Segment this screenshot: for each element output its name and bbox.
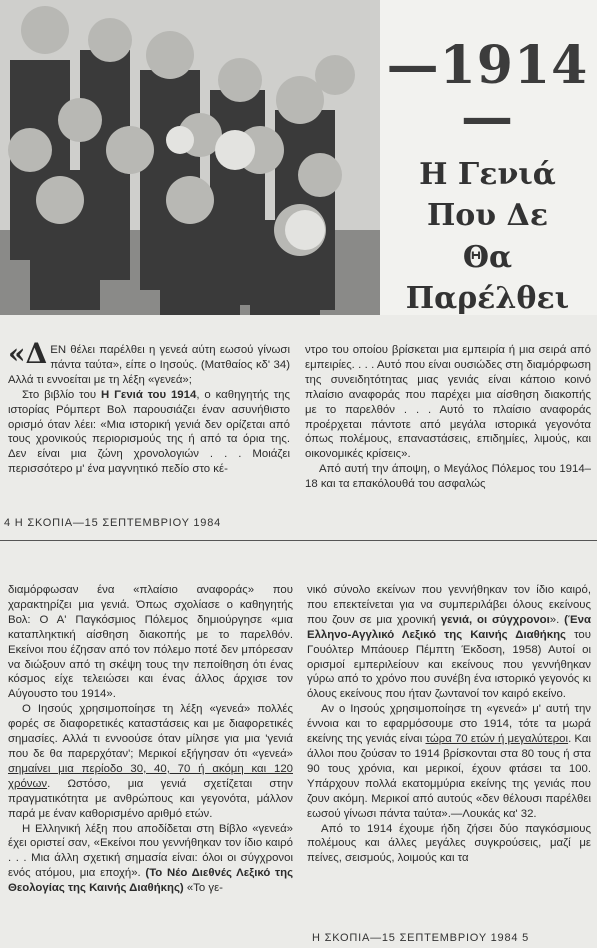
- headline-year: —1914—: [386, 35, 589, 148]
- paragraph-definition: νικό σύνολο εκείνων που γεννήθηκαν τον ίδιο καιρό, που επεκτείνεται για να συμπεριλάβει όλους εκείνους που ζουν σε μια χρονική γενιά, οι σύγχρονοι». (Ένα Ελληνο-Αγγλικό Λεξικό της Καινής Διαθήκης του Γουόλτερ Μπάουερ Πέμπτη Έκδοση, 1958) Αυτοί οι ορισμοί εμπεριλείουν και εκείνους που γεννήθηκαν γύρω από το χρόνο που συνέβη ένα ιστορικό γεγονός κι όλους εκείνους που ήταν ζωντανοί τον καιρό εκείνο.: [307, 584, 591, 701]
- paragraph-continuation: ντρο του οποίου βρίσκεται μια εμπειρία ή μια σειρά από εμπειρίες. . . . Αυτό που είναι ουσιώδες στη διαμόρφωση της συνειδητότητας μιας γενιάς είναι κάποιο κοινό πλαίσιο αναφοράς που παρέχει μια αίσθηση διακοπής με το παρελθόν . . . Αυτό το πλαίσιο αναφοράς προέρχεται πάντοτε από μεγάλα ιστορικά γεγονότα όπως πολέμους, επαναστάσεις, επιδημίες, λιμούς, και οικονομικές κρίσεις».: [305, 344, 591, 461]
- headline-line-4: Παρέλθει: [405, 281, 570, 315]
- headline-line-3: Θα: [462, 239, 513, 275]
- crowd-photo: [0, 0, 380, 315]
- page-divider: [0, 540, 597, 541]
- paragraph-intro: «Δ ΕΝ θέλει παρέλθει η γενεά αύτη εωσού γίνωσι πάντα ταύτα», είπε ο Ιησούς. (Ματθαίος κδ' 34) Αλλά τι εννοείται με τη λέξη «γενεά»;: [8, 337, 290, 386]
- paragraph-book: Στο βιβλίο του Η Γενιά του 1914, ο καθηγητής της ιστορίας Ρόμπερτ Βολ παρουσιάζει έναν ασυνήθιστο ορισμό όταν λέει: «Μια ιστορική γενιά δεν ορίζεται από τους χρονικούς περιορισμούς της ή από τα όρια της. Δεν είναι μια ζώνη χρονολογιών . . . Μοιάζει περισσότερο μ' ένα μαγνητικό πεδίο στο κέ-: [8, 388, 291, 476]
- page-footer-right: Η ΣΚΟΠΙΑ—15 ΣΕΠΤΕΜΒΡΙΟΥ 1984 5: [312, 932, 530, 944]
- headline-title: [378, 154, 597, 315]
- article-column-top-right: [305, 343, 591, 492]
- article-column-bottom-left: [8, 583, 293, 896]
- drop-cap: «Δ: [8, 337, 48, 370]
- article-column-bottom-right: [307, 583, 591, 866]
- paragraph-wars: Από το 1914 έχουμε ήδη ζήσει δύο παγκόσμιους πολέμους και άλλες μεγάλες συγκρούσεις, μαζί με πείνες, σεισμούς, λοιμούς και τα: [307, 822, 591, 865]
- headline-line-1: Η Γενιά: [419, 157, 556, 192]
- paragraph-1914-generation: Αν ο Ιησούς χρησιμοποίησε τη «γενεά» μ' αυτή την έννοια και το εφαρμόσουμε στο 1914, τότε τα μωρά εκείνης της γενιάς είναι τώρα 70 ετών ή μεγαλύτεροι. Και άλλοι που ζούσαν το 1914 βρίσκονται στα 80 τους ή στα 90 τους χρόνια, και μερικοί, έχουν φτάσει τα 100. Υπάρχουν πολλά εκατομμύρια εκείνης της γενιάς που ζουν ακόμη. Μερικοί από αυτούς «δεν θέλουσι παρέλθει εωσού γίνωσι πάντα ταύτα».—Λουκάς κα' 32.: [307, 703, 591, 820]
- paragraph-frame: διαμόρφωσαν ένα «πλαίσιο αναφοράς» που χαρακτηρίζει μια γενιά. Όπως σχολίασε ο καθηγητής Βολ: Ο Α' Παγκόσμιος Πόλεμος δημιούργησε «μια καταπληκτική αίσθηση διακοπής με το παρελθόν. Εκείνοι που έζησαν από τον πόλεμο ποτέ δεν μπόρεσαν να διώξουν από τη σκέψη τους την πεποίθηση ότι ένας κόσμος είχε τελειώσει και ένας άλλος άρχισε τον Αύγουστο του 1914».: [8, 584, 293, 701]
- headline-line-2: Που Δε: [426, 198, 549, 234]
- page-footer-left: 4 Η ΣΚΟΠΙΑ—15 ΣΕΠΤΕΜΒΡΙΟΥ 1984: [4, 517, 222, 529]
- paragraph-war: Από αυτή την άποψη, ο Μεγάλος Πόλεμος του 1914–18 και τα επακόλουθά του ασφαλώς: [305, 463, 591, 491]
- header-photo-area: [0, 0, 597, 315]
- article-column-top-left: [8, 337, 291, 477]
- paragraph-greek: Η Ελληνική λέξη που αποδίδεται στη Βίβλο «γενεά» έχει οριστεί σαν, «Εκείνοι που γεννήθηκαν τον ίδιο καιρό . . . Μια άλλη σχετική σημασία είναι: όλοι οι σύγχρονοι ενός ατόμου, μια εποχή». (Το Νέο Διεθνές Λεξικό της Θεολογίας της Καινής Διαθήκης) «Το γε-: [8, 822, 293, 895]
- headline: [378, 35, 597, 315]
- paragraph-jesus: Ο Ιησούς χρησιμοποίησε τη λέξη «γενεά» πολλές φορές σε διαφορετικές καταστάσεις και με διαφορετικές σημασίες. Αλλά τι εννοούσε όταν μίλησε για μια 'γενιά που δε θα παρερχόταν'; Μερικοί εξήγησαν ότι «γενεά» σημαίνει μια περίοδο 30, 40, 70 ή ακόμη και 120 χρόνων. Ωστόσο, μια γενιά σχετίζεται στην πραγματικότητα με ανθρώπους και γεγονότα, μάλλον παρά με έναν καθορισμένο αριθμό ετών.: [8, 703, 293, 820]
